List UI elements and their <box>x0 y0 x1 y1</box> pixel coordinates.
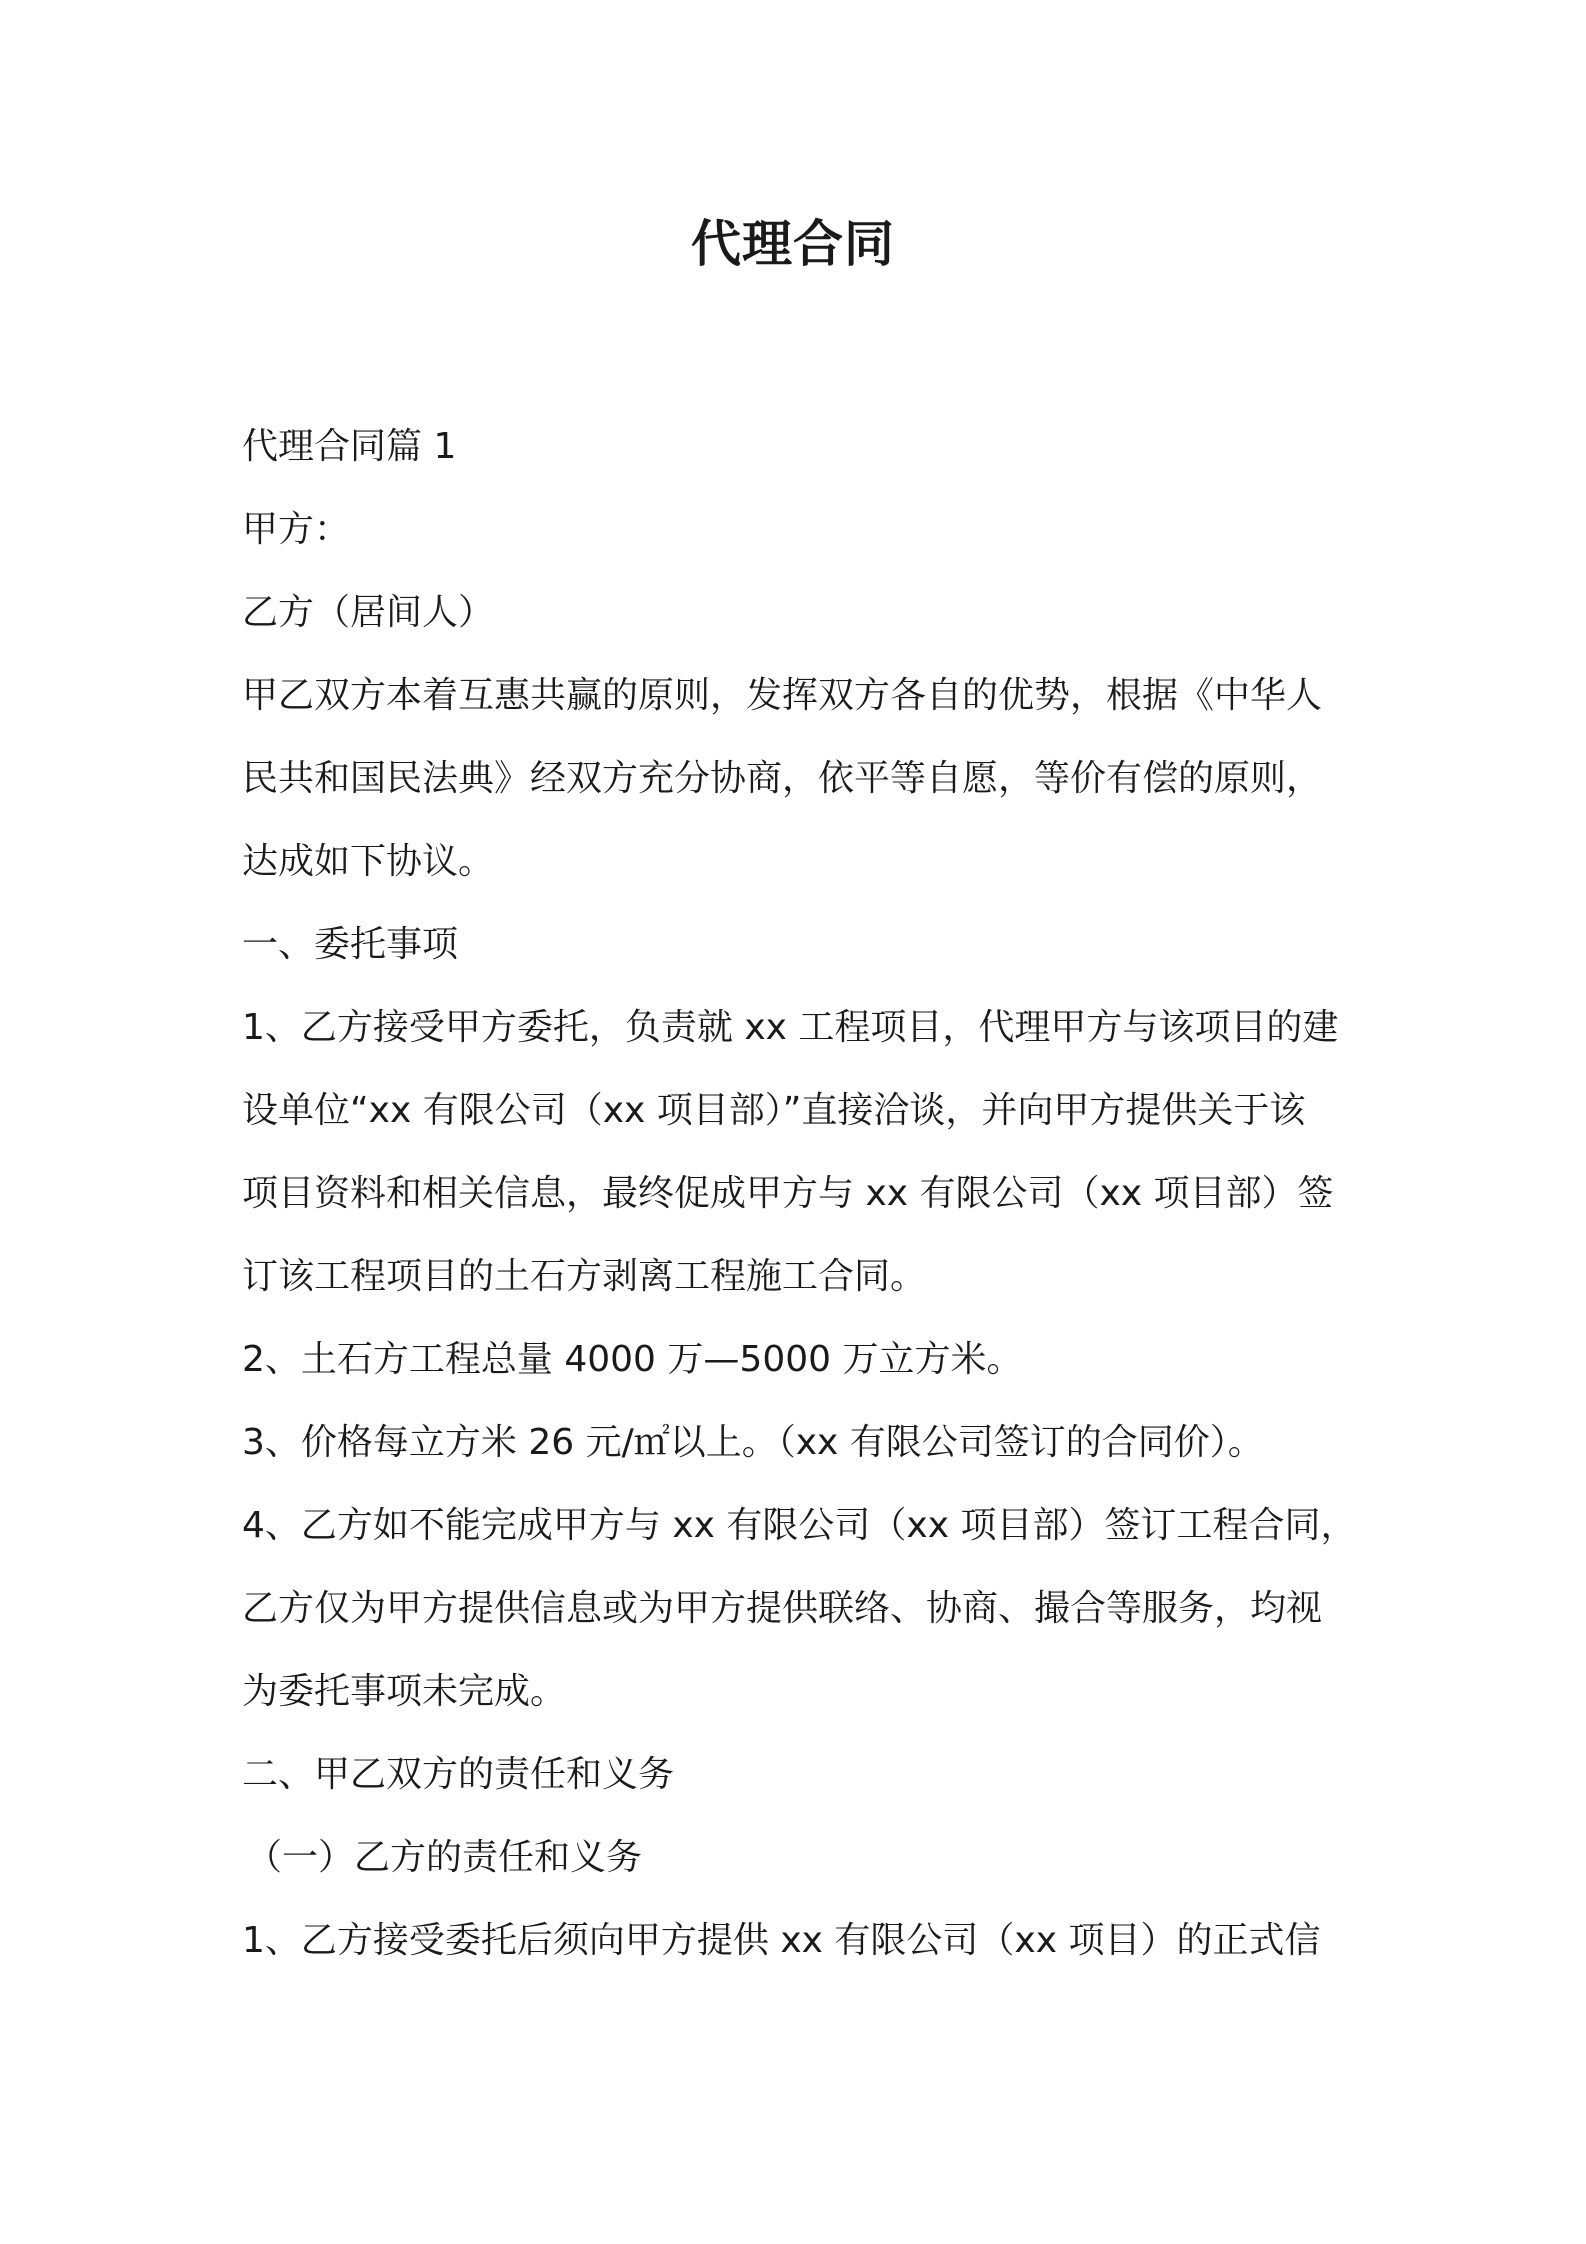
paragraph-line: 1、乙方接受委托后须向甲方提供 xx 有限公司（xx 项目）的正式信 <box>242 1920 1321 1961</box>
party-a-label: 甲方： <box>242 509 351 550</box>
paragraph-line: 设单位“xx 有限公司（xx 项目部）”直接洽谈，并向甲方提供关于该 <box>242 1090 1306 1131</box>
paragraph-line: 甲乙双方本着互惠共赢的原则，发挥双方各自的优势，根据《中华人 <box>242 675 1323 716</box>
paragraph-line: 4、乙方如不能完成甲方与 xx 有限公司（xx 项目部）签订工程合同， <box>242 1505 1357 1546</box>
paragraph-line: 项目资料和相关信息，最终促成甲方与 xx 有限公司（xx 项目部）签 <box>242 1173 1334 1214</box>
paragraph-line: 为委托事项未完成。 <box>242 1671 567 1712</box>
section-heading: 代理合同篇 1 <box>242 426 457 467</box>
paragraph-line: 乙方仅为甲方提供信息或为甲方提供联络、协商、撮合等服务，均视 <box>242 1588 1323 1629</box>
party-b-label: 乙方（居间人） <box>242 592 495 633</box>
document-title: 代理合同 <box>691 215 895 273</box>
document-body <box>242 405 1366 1982</box>
paragraph-line: 2、土石方工程总量 4000 万—5000 万立方米。 <box>242 1339 1023 1380</box>
section-heading-entrusted-matters: 一、委托事项 <box>242 924 459 965</box>
section-heading-responsibilities: 二、甲乙双方的责任和义务 <box>242 1754 675 1795</box>
paragraph-line: 3、价格每立方米 26 元/㎡以上。（xx 有限公司签订的合同价）。 <box>242 1422 1264 1463</box>
paragraph-line: 民共和国民法典》经双方充分协商，依平等自愿，等价有偿的原则， <box>242 758 1323 799</box>
paragraph-line: 订该工程项目的土石方剥离工程施工合同。 <box>242 1256 927 1297</box>
subsection-heading: （一）乙方的责任和义务 <box>246 1837 643 1878</box>
paragraph-line: 1、乙方接受甲方委托，负责就 xx 工程项目，代理甲方与该项目的建 <box>242 1007 1339 1048</box>
paragraph-line: 达成如下协议。 <box>242 841 495 882</box>
